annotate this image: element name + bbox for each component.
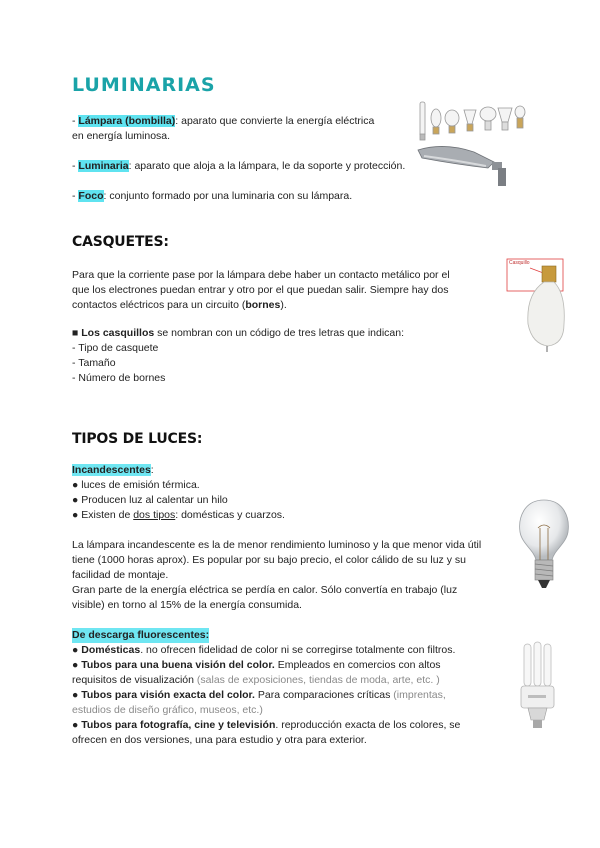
list-item: ● Tubos para fotografía, cine y televisión. reproducción exacta de los colores, se bbox=[72, 719, 461, 731]
list-item: ● Domésticas. no ofrecen fidelidad de color ni se corregirse totalmente con filtros. bbox=[72, 644, 456, 656]
incandescent-bulb-image bbox=[516, 498, 572, 590]
term-foco: Foco bbox=[78, 190, 104, 202]
street-luminaire-image bbox=[414, 140, 526, 188]
list-item: ● Tubos para una buena visión del color. Empleados en comercios con altos bbox=[72, 659, 441, 671]
list-item: ● luces de emisión térmica. bbox=[72, 479, 200, 491]
bulbs-row-image bbox=[416, 96, 526, 142]
definition-lampara: - Lámpara (bombilla): aparato que convierte la energía eléctrica en energía luminosa. bbox=[72, 115, 375, 142]
casquetes-heading: CASQUETES: bbox=[72, 234, 169, 250]
incandescentes-section: Incandescentes: ● luces de emisión térmica. ● Producen luz al calentar un hilo ● Existen de dos tipos: domésticas y cuarzos. bbox=[72, 464, 285, 521]
term-lampara: Lámpara (bombilla) bbox=[78, 115, 176, 127]
casquetes-paragraph: Para que la corriente pase por la lámpara debe haber un contacto metálico por el que los electrones puedan entrar y otro por el que puedan salir. Siempre hay dos contactos eléctricos para un circuito (bornes). bbox=[72, 269, 450, 311]
list-item: ● Tubos para visión exacta del color. Para comparaciones críticas (imprentas, bbox=[72, 689, 446, 701]
fluorescentes-section: De descarga fluorescentes: ● Domésticas. no ofrecen fidelidad de color ni se corregirse totalmente con filtros. ● Tubos para una buena visión del color. Empleados en comercios con altos requisitos de visualización (salas de exposiciones, tiendas de moda, arte, etc. ) ● Tubos para visión exacta del color. Para comparaciones críticas (imprentas, estudios de diseño gráfico, museos, etc.) ● Tubos para fotografía, cine y televisión. reproducción exacta de los colores, se ofrecen en dos versiones, una para estudio y otra para exterior. bbox=[72, 629, 461, 746]
list-item: - Tipo de casquete bbox=[72, 342, 159, 354]
casquillo-label: Casquillo bbox=[509, 260, 530, 266]
definition-luminaria: - Luminaria: aparato que aloja a la lámpara, le da soporte y protección. bbox=[72, 160, 406, 172]
definition-foco: - Foco: conjunto formado por una luminaria con su lámpara. bbox=[72, 190, 353, 202]
casquillo-image bbox=[506, 254, 566, 354]
incandescentes-heading: Incandescentes bbox=[72, 464, 151, 476]
list-item: ● Producen luz al calentar un hilo bbox=[72, 494, 228, 506]
casquillos-list: ■ Los casquillos se nombran con un código de tres letras que indican: - Tipo de casquete - Tamaño - Número de bornes bbox=[72, 327, 405, 384]
term-luminaria: Luminaria bbox=[78, 160, 129, 172]
incandescentes-paragraph: La lámpara incandescente es la de menor rendimiento luminoso y la que menor vida útil tiene (1000 horas aprox). Es popular por su bajo precio, el color cálido de su luz y su facilidad de montaje. Gran parte de la energía eléctrica se perdía en calor. Sólo convertía en trabajo (luz visible) en torno al 15% de la energía consumida. bbox=[72, 539, 482, 611]
fluorescent-bulb-image bbox=[518, 640, 558, 732]
fluorescentes-heading: De descarga fluorescentes: bbox=[72, 629, 210, 641]
page-title: LUMINARIAS bbox=[72, 74, 216, 96]
list-item: - Número de bornes bbox=[72, 372, 166, 384]
tipos-heading: TIPOS DE LUCES: bbox=[72, 431, 203, 447]
list-item: ● Existen de dos tipos: domésticas y cuarzos. bbox=[72, 509, 285, 521]
list-item: - Tamaño bbox=[72, 357, 116, 369]
